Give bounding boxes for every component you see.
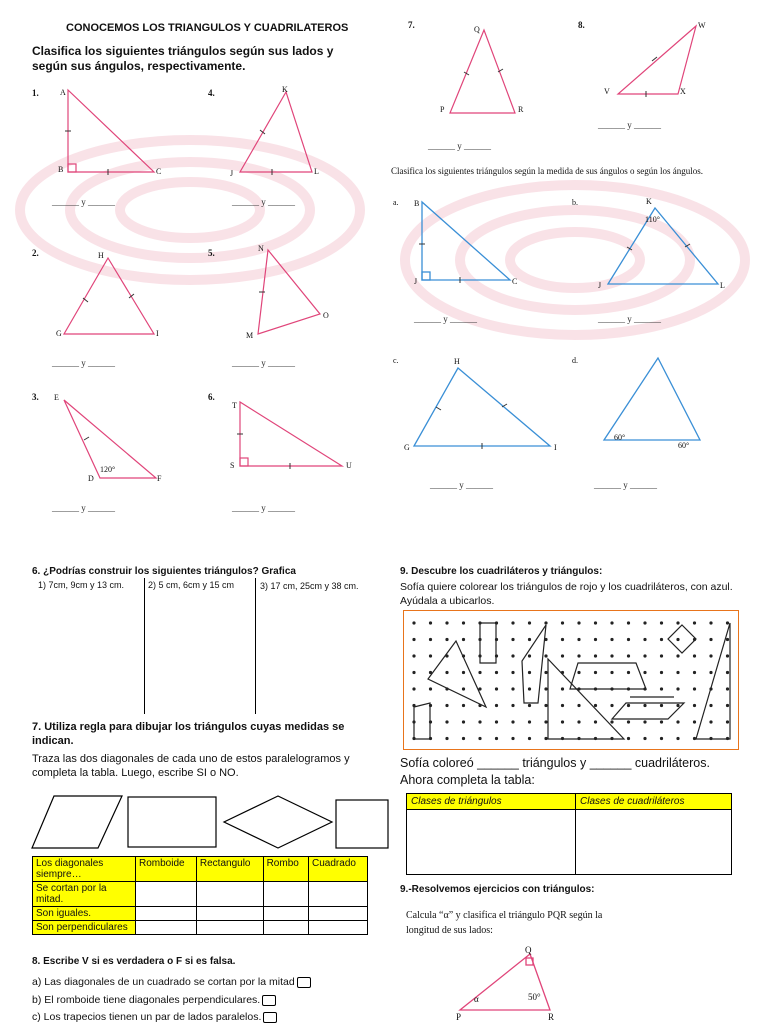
grid-dot: [511, 671, 514, 674]
grid-dot: [627, 621, 630, 624]
answer-cell[interactable]: [309, 907, 368, 921]
grid-dot: [676, 671, 679, 674]
q8-item-a-text: a) Las diagonales de un cuadrado se cortan por la mitad: [32, 976, 295, 988]
grid-dot: [528, 737, 531, 740]
grid-dot: [412, 621, 415, 624]
divider: [255, 578, 256, 714]
triangle-pqr: [448, 944, 568, 1024]
label-1b: B: [58, 165, 64, 174]
grid-dot: [462, 737, 465, 740]
svg-text:R: R: [518, 105, 524, 114]
grid-dot: [462, 638, 465, 641]
grid-dot: [660, 704, 663, 707]
pqr-p: P: [456, 1012, 462, 1022]
q9-text: Sofía quiere colorear los triángulos de rojo y los cuadriláteros, con azul. Ayúdala a ubicarlos.: [400, 581, 733, 607]
triangle-c: [414, 368, 550, 446]
col-header: Los diagonales siempre…: [33, 857, 136, 882]
label-3e: E: [54, 393, 59, 402]
triangle-5: [258, 250, 320, 334]
diagonals-table: [32, 856, 368, 935]
label-d: d.: [572, 356, 578, 365]
q8-title: 8. Escribe V si es verdadera o F si es falsa.: [32, 956, 236, 967]
grid-dot: [693, 654, 696, 657]
answer-cell[interactable]: [576, 810, 732, 875]
grid-dot: [528, 654, 531, 657]
grid-dot: [412, 654, 415, 657]
num-7: 7.: [408, 20, 415, 30]
grid-dot: [478, 737, 481, 740]
answer-blank-d[interactable]: ______ y ______: [594, 480, 657, 490]
num-3: 3.: [32, 392, 39, 402]
label-4l: L: [314, 167, 319, 176]
q8-item-b-text: b) El romboide tiene diagonales perpendiculares.: [32, 994, 261, 1006]
grid-dot: [544, 621, 547, 624]
grid-dot: [478, 720, 481, 723]
answer-cell[interactable]: [196, 882, 263, 907]
grid-dot: [561, 704, 564, 707]
grid-shape: [428, 641, 486, 707]
grid-dot: [660, 720, 663, 723]
answer-cell[interactable]: [309, 882, 368, 907]
label-5m: M: [246, 331, 254, 340]
grid-dot: [445, 638, 448, 641]
grid-dot: [693, 687, 696, 690]
svg-text:C: C: [512, 277, 518, 286]
q7-title: 7. Utiliza regla para dibujar los triángulos cuyas medidas se indican.: [32, 721, 345, 747]
grid-dot: [693, 704, 696, 707]
triangles-left: [0, 0, 390, 540]
grid-dot: [627, 720, 630, 723]
grid-dot: [445, 720, 448, 723]
grid-dot: [660, 737, 663, 740]
triangle-6: [240, 402, 342, 466]
grid-dot: [528, 638, 531, 641]
answer-blank-6[interactable]: ______ y ______: [232, 503, 295, 513]
grid-dot: [445, 671, 448, 674]
answer-blank-8[interactable]: ______ y ______: [598, 120, 661, 130]
grid-dot: [643, 654, 646, 657]
rombo-shape: [224, 796, 332, 848]
grid-dot: [610, 621, 613, 624]
grid-dot: [627, 671, 630, 674]
grid-dot: [544, 720, 547, 723]
col-header: Rombo: [263, 857, 308, 882]
grid-dot: [660, 621, 663, 624]
grid-dot: [544, 654, 547, 657]
grid-dot: [429, 638, 432, 641]
grid-dot: [709, 638, 712, 641]
grid-dot: [445, 621, 448, 624]
grid-dot: [660, 638, 663, 641]
q6-title: 6. ¿Podrías construir los siguientes triángulos? Grafica: [32, 566, 296, 577]
svg-text:P: P: [440, 105, 445, 114]
answer-cell[interactable]: [263, 907, 308, 921]
table-row: [33, 921, 368, 935]
label-2g: G: [56, 329, 62, 338]
grid-dot: [511, 638, 514, 641]
grid-dot: [627, 704, 630, 707]
grid-dot: [643, 737, 646, 740]
instruction: Clasifica los siguientes triángulos según sus lados y según sus ángulos, respectivamente.: [32, 44, 334, 73]
triangle-a: [422, 202, 510, 280]
grid-dot: [709, 621, 712, 624]
label-3f: F: [157, 474, 162, 483]
q8-item-a: [32, 975, 311, 989]
grid-dot: [429, 621, 432, 624]
triangle-b: [608, 208, 718, 284]
grid-dot: [693, 720, 696, 723]
grid-dot: [495, 720, 498, 723]
label-6u: U: [346, 461, 352, 470]
pqr-alpha: α: [474, 994, 479, 1004]
grid-dot: [412, 638, 415, 641]
grid-shape: [414, 703, 430, 739]
num-6: 6.: [208, 392, 215, 402]
svg-text:Q: Q: [474, 25, 480, 34]
grid-dot: [528, 621, 531, 624]
grid-dot: [577, 621, 580, 624]
grid-dot: [511, 654, 514, 657]
svg-text:X: X: [680, 87, 686, 96]
grid-dot: [660, 654, 663, 657]
num-2: 2.: [32, 248, 39, 258]
svg-text:60°: 60°: [678, 441, 690, 450]
parallelograms: [28, 792, 394, 854]
q9-sub: Ahora completa la tabla:: [400, 773, 535, 787]
q8-item-c-text: c) Los trapecios tienen un par de lados paralelos.: [32, 1011, 262, 1023]
row-label: Se cortan por la mitad.: [33, 882, 136, 907]
grid-dot: [544, 737, 547, 740]
answer-blank-b[interactable]: ______ y ______: [598, 314, 661, 324]
angle-instruction: Clasifica los siguientes triángulos según la medida de sus ángulos o según los ángulos.: [391, 166, 703, 176]
answer-blank-7[interactable]: ______ y ______: [428, 141, 491, 151]
row-label: Son perpendiculares: [33, 921, 136, 935]
grid-dot: [511, 704, 514, 707]
q8-check-c[interactable]: [263, 1012, 277, 1023]
svg-text:G: G: [404, 443, 410, 452]
triangle-1: [68, 90, 154, 172]
grid-dot: [462, 687, 465, 690]
answer-blank-4[interactable]: ______ y ______: [232, 197, 295, 207]
grid-dot: [429, 654, 432, 657]
num-4: 4.: [208, 88, 215, 98]
grid-dot: [709, 704, 712, 707]
table-row: [33, 907, 368, 921]
answer-blank-c[interactable]: ______ y ______: [430, 480, 493, 490]
grid-dot: [610, 720, 613, 723]
q8-check-a[interactable]: [297, 977, 311, 988]
grid-dot: [676, 737, 679, 740]
grid-dot: [495, 704, 498, 707]
grid-dot: [594, 621, 597, 624]
grid-dot: [511, 720, 514, 723]
label-a: a.: [393, 198, 399, 207]
answer-blank-3[interactable]: ______ y ______: [52, 503, 115, 513]
romboide-shape: [32, 796, 122, 848]
grid-dot: [610, 671, 613, 674]
divider: [144, 578, 145, 714]
grid-dot: [561, 654, 564, 657]
label-b: b.: [572, 198, 578, 207]
q8-item-c: [32, 1010, 277, 1024]
grid-dot: [528, 704, 531, 707]
grid-dot: [511, 687, 514, 690]
grid-dot: [544, 687, 547, 690]
col-header: Romboide: [136, 857, 197, 882]
grid-dot: [676, 621, 679, 624]
grid-dot: [693, 671, 696, 674]
q7-subtitle: Traza las dos diagonales de cada uno de estos paralelogramos y completa la tabla. Luego, escribe SI o NO.: [32, 753, 350, 779]
grid-shape: [612, 703, 684, 719]
grid-dot: [561, 687, 564, 690]
grid-dot: [726, 687, 729, 690]
grid-dot: [676, 704, 679, 707]
grid-dot: [594, 638, 597, 641]
q9-title: 9. Descubre los cuadriláteros y triángulos:: [400, 566, 603, 577]
grid-shape: [548, 659, 624, 739]
answer-cell[interactable]: [196, 907, 263, 921]
table-row: [407, 810, 732, 875]
grid-shape: [480, 623, 496, 663]
grid-dot: [726, 638, 729, 641]
svg-text:B: B: [414, 199, 420, 208]
grid-shape: [668, 625, 696, 653]
grid-dot: [445, 737, 448, 740]
grid-dot: [676, 654, 679, 657]
grid-dot: [495, 671, 498, 674]
grid-dot: [478, 671, 481, 674]
svg-text:J: J: [598, 281, 602, 290]
grid-dot: [726, 704, 729, 707]
grid-dot: [676, 720, 679, 723]
svg-text:I: I: [554, 443, 557, 452]
svg-text:L: L: [720, 281, 725, 290]
classes-table: [406, 793, 732, 875]
grid-dot: [643, 671, 646, 674]
grid-dot: [627, 654, 630, 657]
pqr-q: Q: [525, 945, 532, 955]
grid-dot: [643, 704, 646, 707]
q9-sentence: Sofía coloreó ______ triángulos y ______ cuadriláteros.: [400, 756, 710, 770]
grid-dot: [594, 671, 597, 674]
triangle-4: [240, 92, 312, 172]
col-header: Rectangulo: [196, 857, 263, 882]
grid-dot: [511, 621, 514, 624]
answer-cell[interactable]: [407, 810, 576, 875]
q6-case-1: 1) 7cm, 9cm y 13 cm.: [38, 580, 125, 590]
grid-dot: [709, 654, 712, 657]
svg-text:V: V: [604, 87, 610, 96]
triangle-d: [604, 358, 700, 440]
triangle-8: [618, 26, 696, 94]
grid-dot: [462, 671, 465, 674]
grid-dot: [643, 621, 646, 624]
grid-dot: [577, 720, 580, 723]
col-header: Clases de cuadriláteros: [576, 794, 732, 810]
svg-text:110°: 110°: [645, 215, 660, 224]
answer-cell[interactable]: [263, 921, 308, 935]
answer-cell[interactable]: [136, 882, 197, 907]
pqr-r: R: [548, 1012, 555, 1022]
label-c: c.: [393, 356, 399, 365]
q6-case-2: 2) 5 cm, 6cm y 15 cm: [148, 580, 235, 590]
label-3d: D: [88, 474, 94, 483]
label-1a: A: [60, 88, 66, 97]
grid-dot: [726, 720, 729, 723]
grid-dot: [676, 638, 679, 641]
triangle-7: [450, 30, 515, 113]
triangle-2: [64, 258, 154, 334]
grid-dot: [561, 621, 564, 624]
grid-dot: [528, 687, 531, 690]
grid-dot: [577, 638, 580, 641]
grid-dot: [495, 737, 498, 740]
label-3-angle: 120°: [100, 465, 116, 474]
row-label: Son iguales.: [33, 907, 136, 921]
rectangulo-shape: [128, 797, 216, 847]
grid-dot: [726, 654, 729, 657]
grid-shape: [522, 625, 546, 703]
grid-dot: [577, 671, 580, 674]
grid-dot: [610, 638, 613, 641]
page-title: CONOCEMOS LOS TRIANGULOS Y CUADRILATEROS: [66, 22, 349, 34]
grid-dot: [660, 687, 663, 690]
answer-blank-1[interactable]: ______ y ______: [52, 197, 115, 207]
num-1: 1.: [32, 88, 39, 98]
grid-shape: [570, 663, 646, 689]
answer-cell[interactable]: [309, 921, 368, 935]
q9b-title: 9.-Resolvemos ejercicios con triángulos:: [400, 884, 595, 895]
grid-dot: [610, 654, 613, 657]
label-5n: N: [258, 244, 264, 253]
grid-dot: [445, 704, 448, 707]
answer-cell[interactable]: [136, 921, 197, 935]
label-1c: C: [156, 167, 162, 176]
svg-text:H: H: [454, 357, 460, 366]
col-header: Clases de triángulos: [407, 794, 576, 810]
grid-dot: [544, 671, 547, 674]
grid-dot: [627, 638, 630, 641]
answer-cell[interactable]: [196, 921, 263, 935]
grid-dot: [594, 654, 597, 657]
svg-text:W: W: [698, 21, 706, 30]
grid-dot: [726, 671, 729, 674]
grid-dot: [693, 621, 696, 624]
grid-dot: [577, 654, 580, 657]
grid-dot: [462, 621, 465, 624]
grid-dot: [627, 737, 630, 740]
num-5: 5.: [208, 248, 215, 258]
label-4j: J: [230, 169, 234, 178]
grid-dot: [709, 671, 712, 674]
label-2i: I: [156, 329, 159, 338]
grid-dot: [643, 638, 646, 641]
answer-blank-2[interactable]: ______ y ______: [52, 358, 115, 368]
answer-blank-5[interactable]: ______ y ______: [232, 358, 295, 368]
dot-grid: [404, 611, 738, 749]
grid-dot: [462, 720, 465, 723]
col-header: Cuadrado: [309, 857, 368, 882]
grid-dot: [528, 671, 531, 674]
answer-blank-a[interactable]: ______ y ______: [414, 314, 477, 324]
q8-check-b[interactable]: [262, 995, 276, 1006]
label-5o: O: [323, 311, 329, 320]
num-8: 8.: [578, 20, 585, 30]
q9b-text: Calcula “α” y clasifica el triángulo PQR según la longitud de sus lados:: [406, 910, 603, 936]
grid-dot: [511, 737, 514, 740]
grid-dot: [561, 638, 564, 641]
svg-text:K: K: [646, 197, 652, 206]
q8-item-b: [32, 993, 276, 1007]
answer-cell[interactable]: [136, 907, 197, 921]
grid-dot: [676, 687, 679, 690]
label-6s: S: [230, 461, 235, 470]
label-2h: H: [98, 251, 104, 260]
grid-dot: [528, 720, 531, 723]
cuadrado-shape: [336, 800, 388, 848]
grid-shape: [696, 623, 730, 739]
grid-dot: [726, 621, 729, 624]
grid-dot: [594, 720, 597, 723]
svg-text:J: J: [414, 277, 418, 286]
grid-dot: [412, 687, 415, 690]
triangles-right-blue: [390, 190, 768, 500]
svg-text:60°: 60°: [614, 433, 626, 442]
grid-dot: [660, 671, 663, 674]
pqr-angle: 50°: [528, 992, 541, 1002]
grid-dot: [709, 720, 712, 723]
grid-dot: [412, 671, 415, 674]
grid-dot: [462, 704, 465, 707]
grid-dot: [429, 687, 432, 690]
grid-dot: [561, 720, 564, 723]
grid-dot: [544, 704, 547, 707]
grid-dot: [577, 704, 580, 707]
grid-dot: [610, 704, 613, 707]
answer-cell[interactable]: [263, 882, 308, 907]
label-4k: K: [282, 85, 288, 94]
label-6t: T: [232, 401, 237, 410]
grid-dot: [643, 720, 646, 723]
grid-dot: [495, 687, 498, 690]
grid-dot: [594, 704, 597, 707]
table-row: [33, 882, 368, 907]
q6-case-3: 3) 17 cm, 25cm y 38 cm.: [260, 581, 359, 591]
